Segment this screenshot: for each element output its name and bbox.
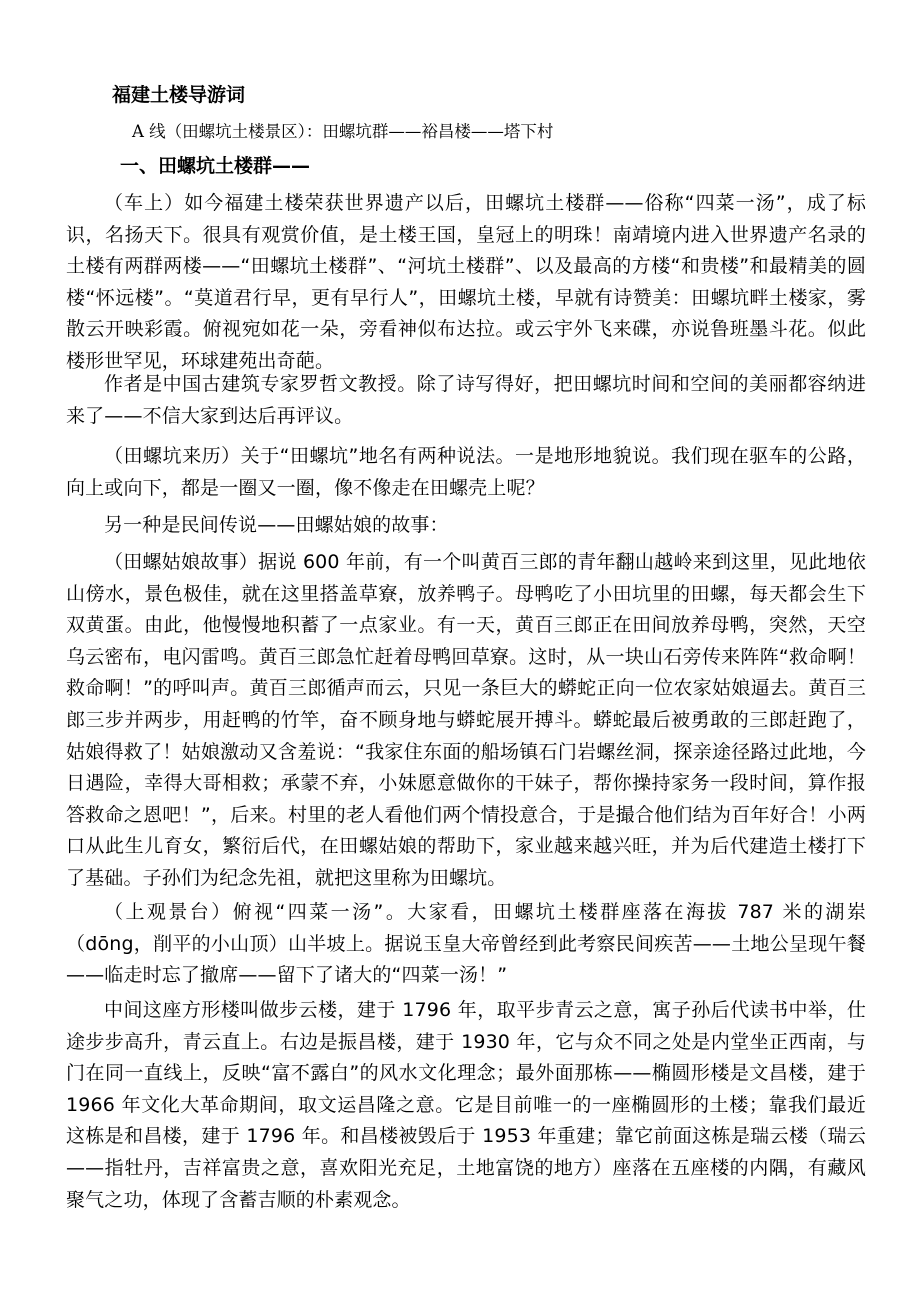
paragraph-viewing-platform: （上观景台）俯视“四菜一汤”。大家看，田螺坑土楼群座落在海拔 787 米的湖岽（dōng，削平的小山顶）山半坡上。据说玉皇大帝曾经到此考察民间疾苦——土地公呈现午餐——临走时忘了撤席——留下了诸大的“四菜一汤！”	[66, 901, 866, 987]
paragraph-author: 作者是中国古建筑专家罗哲文教授。除了诗写得好，把田螺坑时间和空间的美丽都容纳进来了——不信大家到达后再评议。	[66, 373, 866, 427]
document-title: 福建土楼导游词	[112, 84, 246, 106]
paragraph-name-origin: （田螺坑来历）关于“田螺坑”地名有两种说法。一是地形地貌说。我们现在驱车的公路，向上或向下，都是一圈又一圈，像不像走在田螺壳上呢？	[66, 445, 866, 499]
paragraph-snail-girl-story: （田螺姑娘故事）据说 600 年前，有一个叫黄百三郎的青年翻山越岭来到这里，见此地依山傍水，景色极佳，就在这里搭盖草寮，放养鸭子。母鸭吃了小田坑里的田螺，每天都会生下双黄蛋。由此，他慢慢地积蓄了一点家业。有一天，黄百三郎正在田间放养母鸭，突然，天空乌云密布，电闪雷鸣。黄百三郎急忙赶着母鸭回草寮。这时，从一块山石旁传来阵阵“救命啊！救命啊！”的呼叫声。黄百三郎循声而云，只见一条巨大的蟒蛇正向一位农家姑娘逼去。黄百三郎三步并两步，用赶鸭的竹竿，奋不顾身地与蟒蛇展开搏斗。蟒蛇最后被勇敢的三郎赶跑了，姑娘得救了！姑娘激动又含羞说：“我家住东面的船场镇石门岩螺丝洞，探亲途径路过此地，今日遇险，幸得大哥相救；承蒙不弃，小妹愿意做你的干妹子，帮你操持家务一段时间，算作报答救命之恩吧！”，后来。村里的老人看他们两个情投意合，于是撮合他们结为百年好合！小两口从此生儿育女，繁衍后代，在田螺姑娘的帮助下，家业越来越兴旺，并为后代建造土楼打下了基础。子孙们为纪念先祖，就把这里称为田螺坑。	[66, 551, 866, 889]
route-line: A 线（田螺坑土楼景区）：田螺坑群——裕昌楼——塔下村	[132, 122, 554, 141]
paragraph-legend-intro: 另一种是民间传说——田螺姑娘的故事：	[104, 514, 449, 536]
paragraph-building-descriptions: 中间这座方形楼叫做步云楼，建于 1796 年，取平步青云之意，寓子孙后代读书中举，仕途步步高升，青云直上。右边是振昌楼，建于 1930 年，它与众不同之处是内堂坐正西南，与门在同一直线上，反映“富不露白”的风水文化理念；最外面那栋——椭圆形楼是文昌楼，建于 1966 年文化大革命期间，取文运昌隆之意。它是目前唯一的一座椭圆形的土楼；靠我们最近这栋是和昌楼，建于 1796 年。和昌楼被毁后于 1953 年重建；靠它前面这栋是瑞云楼（瑞云——指牡丹，吉祥富贵之意，喜欢阳光充足，土地富饶的地方）座落在五座楼的内隅，有藏风聚气之功，体现了含蓄吉顺的朴素观念。	[66, 999, 866, 1211]
paragraph-bus-intro: （车上）如今福建土楼荣获世界遗产以后，田螺坑土楼群——俗称“四菜一汤”，成了标识，名扬天下。很具有观赏价值，是土楼王国，皇冠上的明珠！南靖境内进入世界遗产名录的土楼有两群两楼——“田螺坑土楼群”、“河坑土楼群”、以及最高的方楼“和贵楼”和最精美的圆楼“怀远楼”。“莫道君行早，更有早行人”，田螺坑土楼，早就有诗赞美：田螺坑畔土楼家，雾散云开映彩霞。俯视宛如花一朵，旁看神似布达拉。或云宇外飞来碟，亦说鲁班墨斗花。似此楼形世罕见，环球建苑出奇葩。	[66, 192, 866, 372]
section-heading: 一、田螺坑土楼群——	[120, 155, 311, 177]
